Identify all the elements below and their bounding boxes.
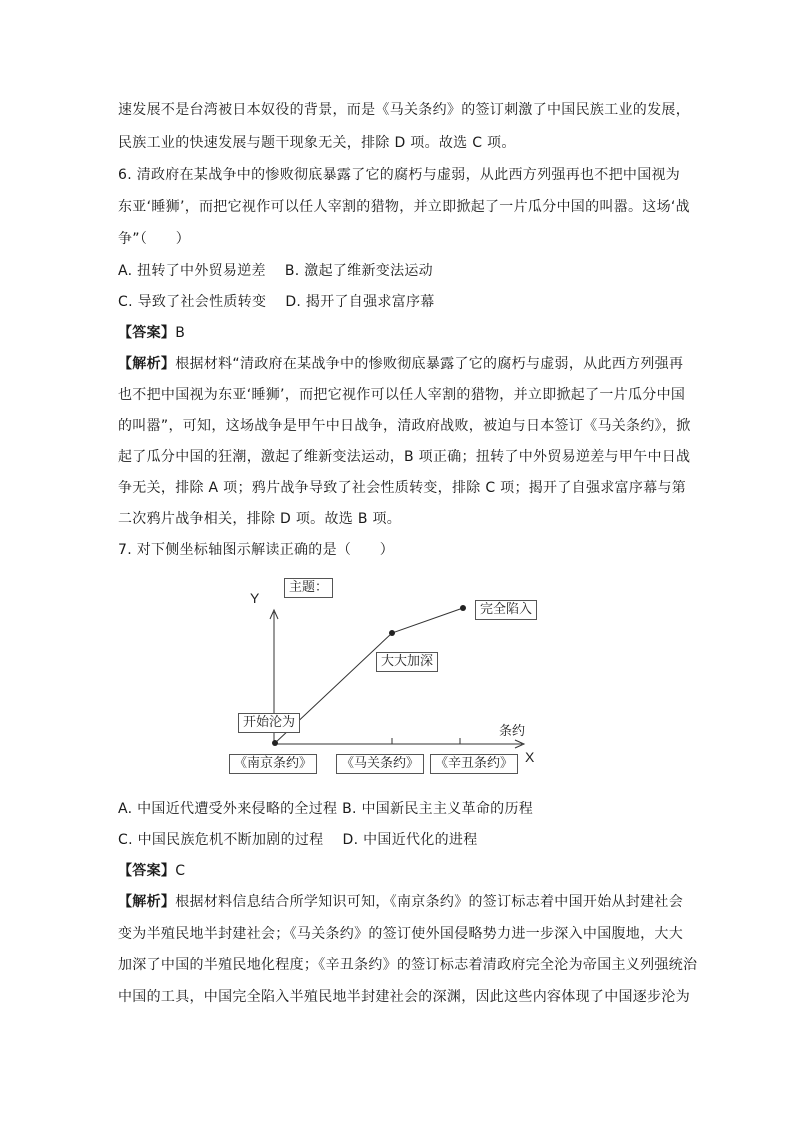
question-7-options-ab: A. 中国近代遭受外来侵略的全过程 B. 中国新民主主义革命的历程 xyxy=(118,801,534,817)
coordinate-diagram xyxy=(226,572,556,782)
question-6-options-ab: A. 扭转了中外贸易逆差 B. 激起了维新变法运动 xyxy=(118,263,433,279)
answer-label: 【答案】 xyxy=(118,325,176,341)
text-line: 加深了中国的半殖民地化程度；《辛丑条约》的签订标志着清政府完全沦为帝国主义列强统治 xyxy=(118,957,698,973)
text-line: 起了瓜分中国的狂潮，激起了维新变法运动，B 项正确；扭转了中外贸易逆差与甲午中日战 xyxy=(118,449,691,465)
question-6-options-cd: C. 导致了社会性质转变 D. 揭开了自强求富序幕 xyxy=(118,294,435,310)
explanation-text: 根据材料“清政府在某战争中的惨败彻底暴露了它的腐朽与虚弱，从此西方列强再 xyxy=(175,356,684,372)
trend-line xyxy=(274,608,463,744)
y-axis-label: Y xyxy=(250,590,260,606)
text-line: 速发展不是台湾被日本奴役的背景，而是《马关条约》的签订刺激了中国民族工业的发展， xyxy=(118,102,690,118)
text-line: 的叫嚣”，可知，这场战争是甲午中日战争，清政府战败，被迫与日本签订《马关条约》，掀 xyxy=(118,418,691,434)
explanation-text: 根据材料信息结合所学知识可知，《南京条约》的签订标志着中国开始从封建社会 xyxy=(175,894,684,910)
question-7-stem: 7. 对下侧坐标轴图示解读正确的是（ ） xyxy=(118,542,395,558)
x-axis-title: 条约 xyxy=(499,723,526,738)
question-6-explanation xyxy=(118,354,683,374)
text-line: 争无关，排除 A 项；鸦片战争导致了社会性质转变，排除 C 项；揭开了自强求富序幕与第 xyxy=(118,480,687,496)
text-line: 也不把中国视为东亚‘睡狮’，而把它视作可以任人宰割的猎物，并立即掀起了一片瓜分中国 xyxy=(118,387,686,403)
stage-deepen-label: 大大加深 xyxy=(376,652,438,672)
text-line: 东亚‘睡狮’，而把它视作可以任人宰割的猎物，并立即掀起了一片瓜分中国的叫嚣。这场‘战 xyxy=(118,199,690,215)
answer-value: C xyxy=(175,863,186,879)
stage-complete-label: 完全陷入 xyxy=(475,600,537,620)
question-7-answer xyxy=(118,861,185,881)
answer-value: B xyxy=(175,325,186,341)
question-7-explanation xyxy=(118,892,683,912)
explanation-label: 【解析】 xyxy=(118,356,176,372)
stage-start-label: 开始沦为 xyxy=(238,713,300,733)
point-complete xyxy=(460,605,466,611)
question-6-answer xyxy=(118,323,185,343)
text-line: 民族工业的快速发展与题干现象无关，排除 D 项。故选 C 项。 xyxy=(118,135,516,151)
treaty-xinchou-label: 《辛丑条约》 xyxy=(430,754,518,774)
theme-box: 主题： xyxy=(284,578,333,598)
question-6-stem: 6. 清政府在某战争中的惨败彻底暴露了它的腐朽与虚弱，从此西方列强再也不把中国视为 xyxy=(118,167,681,183)
text-line: 中国的工具，中国完全陷入半殖民地半封建社会的深渊，因此这些内容体现了中国逐步沦为 xyxy=(118,989,690,1005)
treaty-nanjing-label: 《南京条约》 xyxy=(229,754,317,774)
text-line: 争”（ ） xyxy=(118,231,191,247)
answer-label: 【答案】 xyxy=(118,863,176,879)
treaty-maguan-label: 《马关条约》 xyxy=(336,754,424,774)
point-deepen xyxy=(389,630,395,636)
x-axis-label: X xyxy=(525,749,535,765)
text-line: 变为半殖民地半封建社会；《马关条约》的签订使外国侵略势力进一步深入中国腹地，大大 xyxy=(118,926,683,942)
explanation-label: 【解析】 xyxy=(118,894,176,910)
text-line: 二次鸦片战争相关，排除 D 项。故选 B 项。 xyxy=(118,511,402,527)
point-start xyxy=(272,740,278,746)
question-7-options-cd: C. 中国民族危机不断加剧的过程 D. 中国近代化的进程 xyxy=(118,832,478,848)
